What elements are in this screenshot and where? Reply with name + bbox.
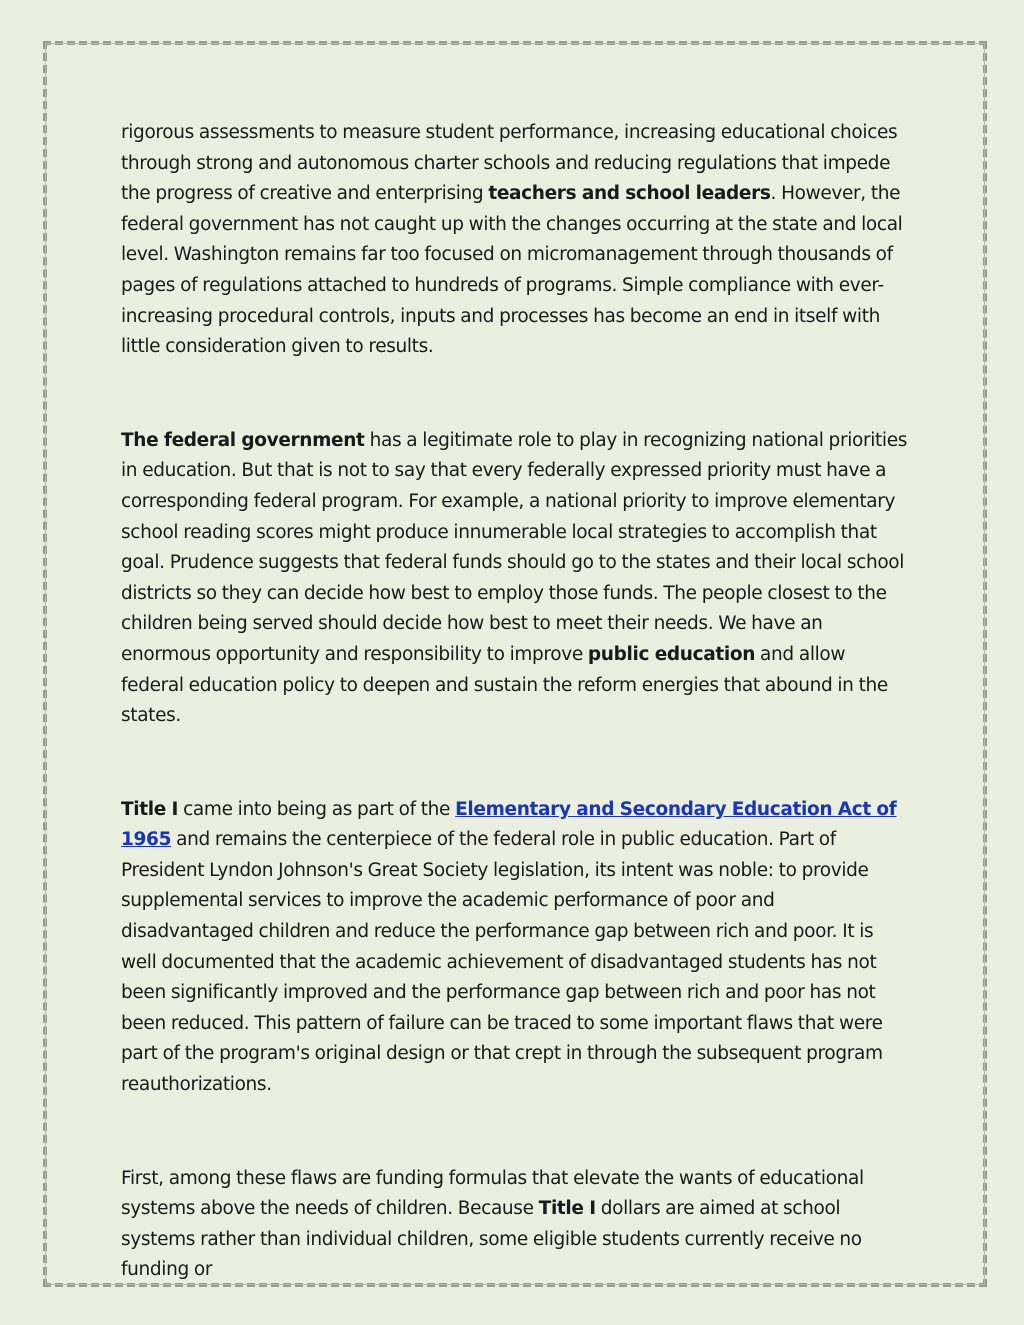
paragraph-funding-flaws xyxy=(121,1164,911,1286)
paragraph-assessments xyxy=(121,118,911,363)
bold-text-title-i: Title I xyxy=(538,1198,596,1220)
bold-text-teachers-and-school-leaders: teachers and school leaders xyxy=(488,183,771,205)
text-segment: First, among these flaws are funding formulas that elevate the wants of educational systems above the needs of children. Because xyxy=(121,1167,864,1220)
paragraph-title-i xyxy=(121,795,911,1101)
text-segment: came into being as part of the xyxy=(178,798,456,820)
bold-text-public-education: public education xyxy=(587,643,756,665)
bold-text-the-federal-government: The federal government xyxy=(121,429,365,451)
document-body xyxy=(121,118,911,1286)
esea-1965-link[interactable]: Elementary and Secondary Education Act of 1965 xyxy=(121,798,897,851)
text-segment: . However, the federal government has not caught up with the changes occurring at the state and local level. Washington remains far too focused on micromanagement through thousands of pages of regulations attached to hundreds of programs. Simple compliance with ever-increasing procedural controls, inputs and processes has become an end in itself with little consideration given to results. xyxy=(121,183,903,358)
text-segment: and remains the centerpiece of the federal role in public education. Part of President Lyndon Johnson's Great Society legislation, its intent was noble: to provide supplemental services to improve the academic performance of poor and disadvantaged children and reduce the performance gap between rich and poor. It is well documented that the academic achievement of disadvantaged students has not been significantly improved and the performance gap between rich and poor has not been reduced. This pattern of failure can be traced to some important flaws that were part of the program's original design or that crept in through the subsequent program reauthorizations. xyxy=(121,829,883,1096)
text-segment: rigorous assessments to measure student performance, increasing educational choices through strong and autonomous charter schools and reducing regulations that impede the progress of creative and enterprising xyxy=(121,122,898,205)
paragraph-federal-government xyxy=(121,426,911,732)
text-segment: dollars are aimed at school systems rather than individual children, some eligible students currently receive no funding or xyxy=(121,1198,862,1281)
text-segment: has a legitimate role to play in recognizing national priorities in education. But that is not to say that every federally expressed priority must have a corresponding federal program. For example, a national priority to improve elementary school reading scores might produce innumerable local strategies to accomplish that goal. Prudence suggests that federal funds should go to the states and their local school districts so they can decide how best to employ those funds. The people closest to the children being served should decide how best to meet their needs. We have an enormous opportunity and responsibility to improve xyxy=(121,429,908,665)
bold-text-title-i: Title I xyxy=(121,798,179,820)
text-segment: and allow federal education policy to deepen and sustain the reform energies that abound in the states. xyxy=(121,643,888,727)
